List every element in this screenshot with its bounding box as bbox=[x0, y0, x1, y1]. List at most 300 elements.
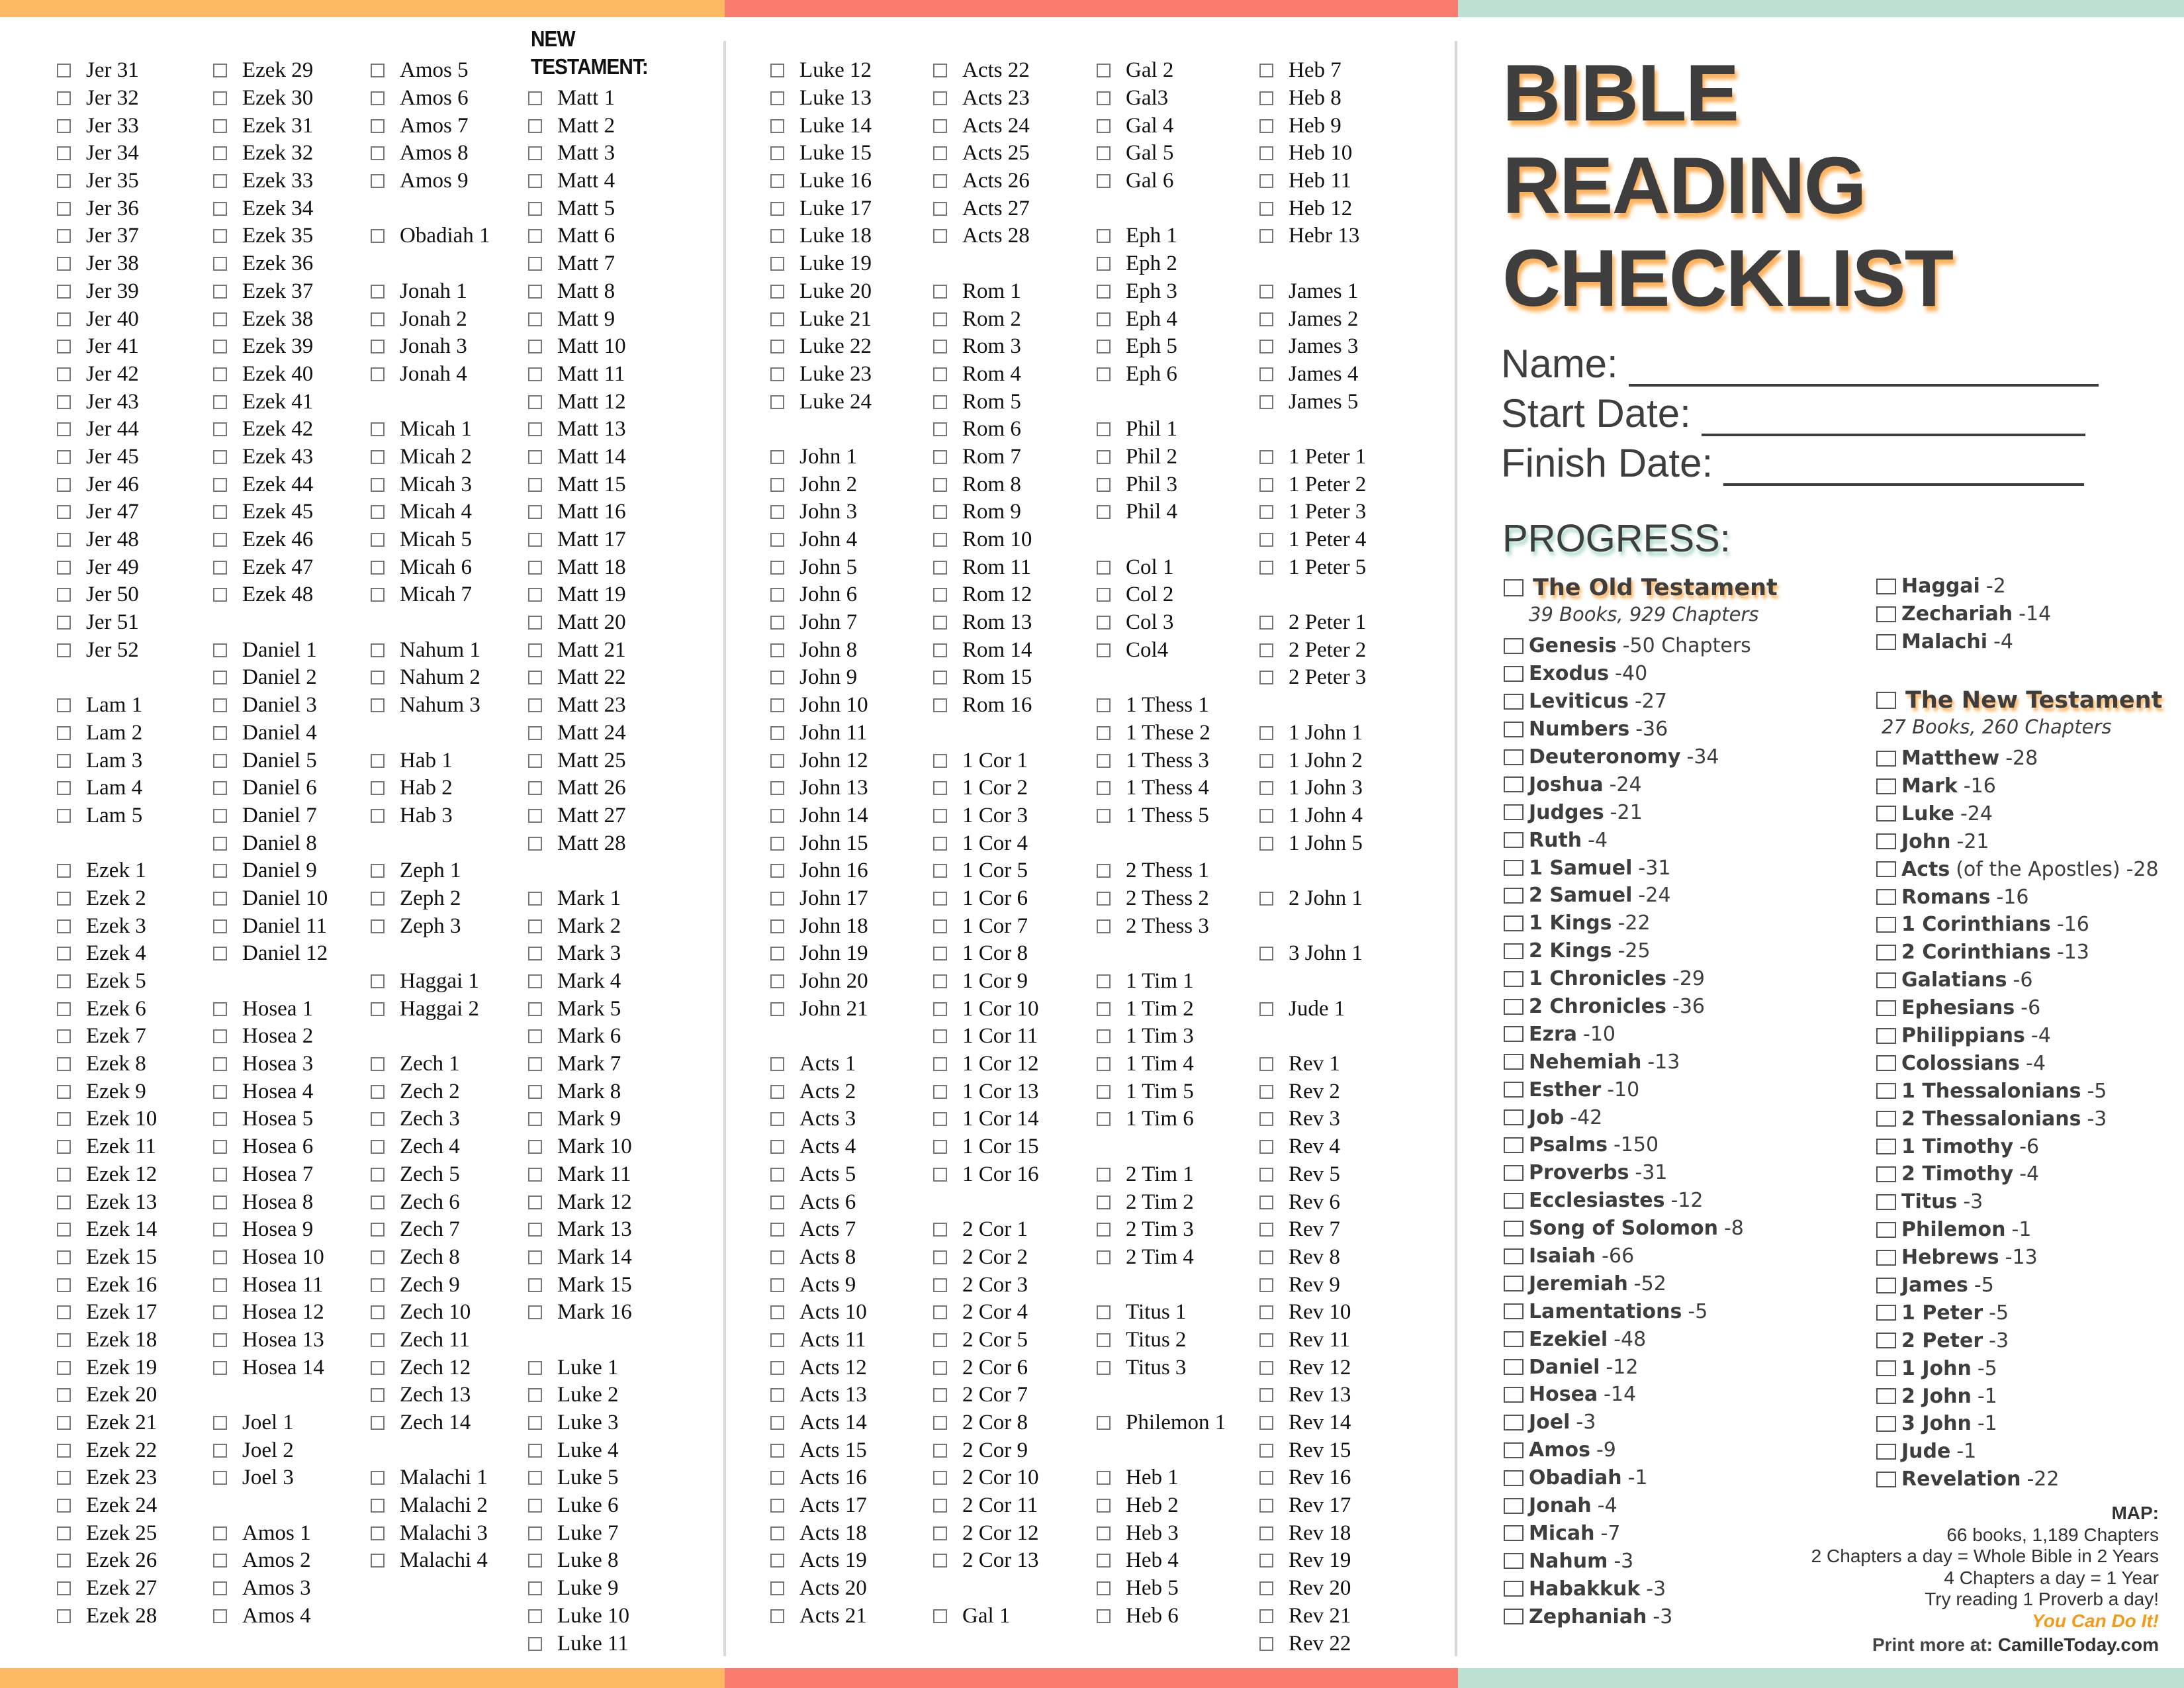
checkbox[interactable] bbox=[1259, 781, 1273, 795]
checkbox[interactable] bbox=[1259, 1581, 1273, 1595]
chapter-item[interactable] bbox=[57, 498, 216, 526]
checkbox[interactable] bbox=[1876, 1166, 1896, 1182]
chapter-item[interactable] bbox=[933, 692, 1092, 720]
checkbox[interactable] bbox=[1259, 229, 1273, 243]
chapter-item[interactable] bbox=[933, 1547, 1092, 1575]
checkbox[interactable] bbox=[1259, 1250, 1273, 1264]
checkbox[interactable] bbox=[57, 947, 71, 961]
checkbox[interactable] bbox=[1259, 533, 1273, 547]
chapter-item[interactable] bbox=[770, 195, 929, 222]
checkbox[interactable] bbox=[371, 1278, 385, 1292]
checkbox[interactable] bbox=[1097, 1554, 1111, 1568]
checkbox[interactable] bbox=[528, 588, 542, 602]
checkbox[interactable] bbox=[213, 892, 227, 906]
chapter-item[interactable] bbox=[770, 112, 929, 140]
checkbox[interactable] bbox=[1504, 1387, 1524, 1403]
chapter-item[interactable] bbox=[933, 278, 1092, 306]
checkbox[interactable] bbox=[1504, 638, 1524, 654]
chapter-item[interactable] bbox=[770, 498, 929, 526]
chapter-item[interactable] bbox=[213, 140, 372, 167]
chapter-item[interactable] bbox=[213, 1299, 372, 1327]
checkbox[interactable] bbox=[213, 1196, 227, 1209]
chapter-item[interactable] bbox=[213, 774, 372, 802]
checkbox[interactable] bbox=[1259, 312, 1273, 326]
checkbox[interactable] bbox=[933, 146, 947, 160]
checkbox[interactable] bbox=[528, 809, 542, 823]
chapter-item[interactable] bbox=[371, 1051, 529, 1078]
chapter-item[interactable] bbox=[933, 1299, 1092, 1327]
chapter-item[interactable] bbox=[371, 1354, 529, 1382]
chapter-item[interactable] bbox=[57, 57, 216, 85]
chapter-item[interactable] bbox=[528, 361, 687, 389]
checkbox[interactable] bbox=[213, 588, 227, 602]
checkbox[interactable] bbox=[1876, 1139, 1896, 1154]
checkbox[interactable] bbox=[528, 285, 542, 299]
checkbox[interactable] bbox=[770, 1002, 784, 1016]
chapter-item[interactable] bbox=[371, 747, 529, 774]
checkbox[interactable] bbox=[57, 146, 71, 160]
checkbox[interactable] bbox=[57, 202, 71, 216]
chapter-item[interactable] bbox=[933, 333, 1092, 361]
chapter-item[interactable] bbox=[770, 1575, 929, 1603]
checkbox[interactable] bbox=[57, 1361, 71, 1375]
checkbox[interactable] bbox=[1259, 450, 1273, 464]
checkbox[interactable] bbox=[770, 643, 784, 657]
chapter-item[interactable] bbox=[213, 1519, 372, 1547]
checkbox[interactable] bbox=[933, 1416, 947, 1430]
chapter-item[interactable] bbox=[1259, 1299, 1418, 1327]
checkbox[interactable] bbox=[1097, 1250, 1111, 1264]
checkbox[interactable] bbox=[1097, 1305, 1111, 1319]
chapter-item[interactable] bbox=[933, 553, 1092, 581]
chapter-item[interactable] bbox=[933, 1603, 1092, 1630]
checkbox[interactable] bbox=[770, 1554, 784, 1568]
checkbox[interactable] bbox=[1259, 1388, 1273, 1402]
checkbox[interactable] bbox=[1259, 395, 1273, 409]
chapter-item[interactable] bbox=[1097, 912, 1255, 940]
checkbox[interactable] bbox=[1097, 781, 1111, 795]
book-item[interactable] bbox=[1504, 1243, 1778, 1270]
chapter-item[interactable] bbox=[57, 1519, 216, 1547]
checkbox[interactable] bbox=[371, 1526, 385, 1540]
checkbox[interactable] bbox=[770, 1581, 784, 1595]
chapter-item[interactable] bbox=[1259, 995, 1418, 1023]
chapter-item[interactable] bbox=[933, 1492, 1092, 1520]
chapter-item[interactable] bbox=[770, 664, 929, 692]
checkbox[interactable] bbox=[933, 119, 947, 133]
chapter-item[interactable] bbox=[213, 692, 372, 720]
book-item[interactable] bbox=[1876, 1188, 2162, 1216]
book-item[interactable] bbox=[1504, 1103, 1778, 1131]
chapter-item[interactable] bbox=[371, 222, 529, 250]
checkbox[interactable] bbox=[57, 864, 71, 878]
chapter-item[interactable] bbox=[933, 802, 1092, 830]
chapter-item[interactable] bbox=[528, 1188, 687, 1216]
chapter-item[interactable] bbox=[770, 802, 929, 830]
chapter-item[interactable] bbox=[213, 1133, 372, 1161]
chapter-item[interactable] bbox=[1259, 195, 1418, 222]
book-item[interactable] bbox=[1876, 827, 2162, 855]
chapter-item[interactable] bbox=[1259, 112, 1418, 140]
chapter-item[interactable] bbox=[1097, 278, 1255, 306]
chapter-item[interactable] bbox=[933, 1078, 1092, 1105]
checkbox[interactable] bbox=[1504, 1415, 1524, 1430]
checkbox[interactable] bbox=[371, 671, 385, 684]
checkbox[interactable] bbox=[57, 64, 71, 77]
chapter-item[interactable] bbox=[933, 1271, 1092, 1299]
checkbox[interactable] bbox=[1097, 1057, 1111, 1071]
checkbox[interactable] bbox=[57, 698, 71, 712]
chapter-item[interactable] bbox=[1259, 444, 1418, 471]
chapter-item[interactable] bbox=[1259, 664, 1418, 692]
checkbox[interactable] bbox=[57, 1554, 71, 1568]
checkbox[interactable] bbox=[371, 1416, 385, 1430]
chapter-item[interactable] bbox=[371, 968, 529, 996]
chapter-item[interactable] bbox=[57, 333, 216, 361]
chapter-item[interactable] bbox=[1259, 829, 1418, 857]
checkbox[interactable] bbox=[770, 919, 784, 933]
checkbox[interactable] bbox=[57, 1140, 71, 1154]
checkbox[interactable] bbox=[1504, 1581, 1524, 1597]
chapter-item[interactable] bbox=[933, 471, 1092, 498]
chapter-item[interactable] bbox=[371, 112, 529, 140]
checkbox[interactable] bbox=[770, 257, 784, 271]
book-item[interactable] bbox=[1504, 1297, 1778, 1325]
book-item[interactable] bbox=[1504, 1603, 1778, 1630]
chapter-item[interactable] bbox=[528, 278, 687, 306]
checkbox[interactable] bbox=[1097, 367, 1111, 381]
chapter-item[interactable] bbox=[528, 1603, 687, 1630]
chapter-item[interactable] bbox=[528, 1051, 687, 1078]
chapter-item[interactable] bbox=[770, 222, 929, 250]
chapter-item[interactable] bbox=[770, 167, 929, 195]
chapter-item[interactable] bbox=[770, 278, 929, 306]
chapter-item[interactable] bbox=[57, 195, 216, 222]
chapter-item[interactable] bbox=[371, 1216, 529, 1244]
checkbox[interactable] bbox=[1504, 804, 1524, 820]
chapter-item[interactable] bbox=[528, 1161, 687, 1189]
chapter-item[interactable] bbox=[1259, 885, 1418, 913]
chapter-item[interactable] bbox=[57, 278, 216, 306]
chapter-item[interactable] bbox=[1097, 444, 1255, 471]
checkbox[interactable] bbox=[213, 229, 227, 243]
checkbox[interactable] bbox=[1259, 1444, 1273, 1458]
chapter-item[interactable] bbox=[770, 885, 929, 913]
chapter-item[interactable] bbox=[213, 1105, 372, 1133]
checkbox[interactable] bbox=[371, 1333, 385, 1347]
checkbox[interactable] bbox=[1504, 722, 1524, 737]
book-item[interactable] bbox=[1876, 1244, 2162, 1272]
checkbox[interactable] bbox=[933, 64, 947, 77]
chapter-item[interactable] bbox=[770, 1492, 929, 1520]
chapter-item[interactable] bbox=[213, 857, 372, 885]
chapter-item[interactable] bbox=[371, 1409, 529, 1437]
chapter-item[interactable] bbox=[1259, 1078, 1418, 1105]
chapter-item[interactable] bbox=[770, 250, 929, 278]
chapter-item[interactable] bbox=[770, 553, 929, 581]
chapter-item[interactable] bbox=[57, 581, 216, 609]
checkbox[interactable] bbox=[1504, 999, 1524, 1015]
checkbox[interactable] bbox=[371, 229, 385, 243]
chapter-item[interactable] bbox=[371, 333, 529, 361]
checkbox[interactable] bbox=[770, 892, 784, 906]
chapter-item[interactable] bbox=[1259, 1105, 1418, 1133]
checkbox[interactable] bbox=[1504, 1248, 1524, 1264]
chapter-item[interactable] bbox=[1097, 747, 1255, 774]
checkbox[interactable] bbox=[57, 919, 71, 933]
chapter-item[interactable] bbox=[213, 278, 372, 306]
chapter-item[interactable] bbox=[213, 829, 372, 857]
checkbox[interactable] bbox=[1097, 1416, 1111, 1430]
book-item[interactable] bbox=[1504, 743, 1778, 771]
chapter-item[interactable] bbox=[528, 1105, 687, 1133]
chapter-item[interactable] bbox=[57, 1299, 216, 1327]
book-item[interactable] bbox=[1504, 882, 1778, 910]
chapter-item[interactable] bbox=[770, 305, 929, 333]
checkbox[interactable] bbox=[770, 1057, 784, 1071]
book-item[interactable] bbox=[1876, 800, 2162, 827]
checkbox[interactable] bbox=[1259, 1223, 1273, 1237]
book-item[interactable] bbox=[1504, 1131, 1778, 1159]
chapter-item[interactable] bbox=[57, 609, 216, 637]
checkbox[interactable] bbox=[57, 91, 71, 105]
checkbox[interactable] bbox=[770, 533, 784, 547]
checkbox[interactable] bbox=[213, 1140, 227, 1154]
checkbox[interactable] bbox=[1876, 1055, 1896, 1071]
chapter-item[interactable] bbox=[213, 1436, 372, 1464]
chapter-item[interactable] bbox=[770, 1603, 929, 1630]
chapter-item[interactable] bbox=[770, 1051, 929, 1078]
checkbox[interactable] bbox=[1259, 1471, 1273, 1485]
checkbox[interactable] bbox=[1876, 1472, 1896, 1487]
checkbox[interactable] bbox=[770, 671, 784, 684]
chapter-item[interactable] bbox=[933, 664, 1092, 692]
chapter-item[interactable] bbox=[57, 85, 216, 113]
checkbox[interactable] bbox=[933, 1444, 947, 1458]
chapter-item[interactable] bbox=[1259, 1327, 1418, 1354]
checkbox[interactable] bbox=[933, 1029, 947, 1043]
checkbox[interactable] bbox=[1259, 671, 1273, 684]
chapter-item[interactable] bbox=[528, 305, 687, 333]
checkbox[interactable] bbox=[1504, 1109, 1524, 1125]
chapter-item[interactable] bbox=[528, 222, 687, 250]
checkbox[interactable] bbox=[770, 616, 784, 630]
checkbox[interactable] bbox=[371, 1196, 385, 1209]
checkbox[interactable] bbox=[528, 1223, 542, 1237]
chapter-item[interactable] bbox=[528, 885, 687, 913]
checkbox[interactable] bbox=[528, 837, 542, 851]
chapter-item[interactable] bbox=[1259, 1382, 1418, 1409]
chapter-item[interactable] bbox=[57, 1078, 216, 1105]
checkbox[interactable] bbox=[528, 1112, 542, 1126]
checkbox[interactable] bbox=[770, 340, 784, 353]
chapter-item[interactable] bbox=[528, 774, 687, 802]
checkbox[interactable] bbox=[770, 588, 784, 602]
checkbox[interactable] bbox=[528, 1388, 542, 1402]
chapter-item[interactable] bbox=[57, 1492, 216, 1520]
book-item[interactable] bbox=[1876, 1438, 2162, 1466]
chapter-item[interactable] bbox=[1097, 1299, 1255, 1327]
chapter-item[interactable] bbox=[213, 305, 372, 333]
checkbox[interactable] bbox=[770, 1499, 784, 1513]
checkbox[interactable] bbox=[1097, 1333, 1111, 1347]
checkbox[interactable] bbox=[1259, 1305, 1273, 1319]
checkbox[interactable] bbox=[933, 1305, 947, 1319]
checkbox[interactable] bbox=[57, 367, 71, 381]
chapter-item[interactable] bbox=[528, 1409, 687, 1437]
chapter-item[interactable] bbox=[57, 361, 216, 389]
checkbox[interactable] bbox=[933, 533, 947, 547]
checkbox[interactable] bbox=[1097, 726, 1111, 740]
checkbox[interactable] bbox=[371, 505, 385, 519]
chapter-item[interactable] bbox=[933, 1409, 1092, 1437]
chapter-item[interactable] bbox=[933, 1382, 1092, 1409]
checkbox[interactable] bbox=[1876, 1250, 1896, 1266]
checkbox[interactable] bbox=[371, 919, 385, 933]
chapter-item[interactable] bbox=[213, 361, 372, 389]
book-item[interactable] bbox=[1876, 994, 2162, 1022]
checkbox[interactable] bbox=[57, 1581, 71, 1595]
start-date-input-line[interactable] bbox=[1702, 402, 2085, 436]
checkbox[interactable] bbox=[1504, 1331, 1524, 1347]
checkbox[interactable] bbox=[1259, 947, 1273, 961]
chapter-item[interactable] bbox=[770, 636, 929, 664]
chapter-item[interactable] bbox=[770, 1327, 929, 1354]
checkbox[interactable] bbox=[933, 561, 947, 575]
checkbox[interactable] bbox=[371, 754, 385, 768]
chapter-item[interactable] bbox=[1097, 968, 1255, 996]
checkbox[interactable] bbox=[528, 1609, 542, 1623]
chapter-item[interactable] bbox=[1259, 140, 1418, 167]
checkbox[interactable] bbox=[371, 119, 385, 133]
checkbox[interactable] bbox=[213, 1168, 227, 1182]
checkbox[interactable] bbox=[1504, 1165, 1524, 1181]
chapter-item[interactable] bbox=[1097, 250, 1255, 278]
checkbox[interactable] bbox=[1259, 1140, 1273, 1154]
checkbox[interactable] bbox=[528, 561, 542, 575]
chapter-item[interactable] bbox=[57, 1382, 216, 1409]
checkbox[interactable] bbox=[1259, 809, 1273, 823]
checkbox[interactable] bbox=[213, 781, 227, 795]
checkbox[interactable] bbox=[1259, 561, 1273, 575]
checkbox[interactable] bbox=[213, 146, 227, 160]
chapter-item[interactable] bbox=[528, 1382, 687, 1409]
checkbox[interactable] bbox=[1259, 1168, 1273, 1182]
chapter-item[interactable] bbox=[770, 857, 929, 885]
chapter-item[interactable] bbox=[770, 968, 929, 996]
checkbox[interactable] bbox=[1504, 1525, 1524, 1541]
checkbox[interactable] bbox=[933, 1554, 947, 1568]
checkbox[interactable] bbox=[371, 64, 385, 77]
chapter-item[interactable] bbox=[371, 692, 529, 720]
chapter-item[interactable] bbox=[933, 222, 1092, 250]
checkbox[interactable] bbox=[1097, 1029, 1111, 1043]
checkbox[interactable] bbox=[1259, 1554, 1273, 1568]
chapter-item[interactable] bbox=[528, 553, 687, 581]
chapter-item[interactable] bbox=[57, 416, 216, 444]
chapter-item[interactable] bbox=[57, 1023, 216, 1051]
checkbox[interactable] bbox=[1097, 919, 1111, 933]
chapter-item[interactable] bbox=[770, 747, 929, 774]
checkbox[interactable] bbox=[213, 671, 227, 684]
checkbox[interactable] bbox=[528, 478, 542, 492]
checkbox[interactable] bbox=[57, 505, 71, 519]
checkbox[interactable] bbox=[1097, 1499, 1111, 1513]
chapter-item[interactable] bbox=[1097, 1051, 1255, 1078]
chapter-item[interactable] bbox=[933, 968, 1092, 996]
checkbox[interactable] bbox=[371, 1002, 385, 1016]
checkbox[interactable] bbox=[528, 533, 542, 547]
checkbox[interactable] bbox=[933, 1168, 947, 1182]
chapter-item[interactable] bbox=[1259, 526, 1418, 554]
checkbox[interactable] bbox=[770, 726, 784, 740]
chapter-item[interactable] bbox=[1097, 885, 1255, 913]
checkbox[interactable] bbox=[1097, 1361, 1111, 1375]
chapter-item[interactable] bbox=[213, 416, 372, 444]
checkbox[interactable] bbox=[528, 919, 542, 933]
chapter-item[interactable] bbox=[1097, 57, 1255, 85]
checkbox[interactable] bbox=[770, 1471, 784, 1485]
checkbox[interactable] bbox=[933, 1526, 947, 1540]
chapter-item[interactable] bbox=[213, 498, 372, 526]
checkbox[interactable] bbox=[57, 561, 71, 575]
checkbox[interactable] bbox=[1259, 1085, 1273, 1099]
checkbox[interactable] bbox=[933, 312, 947, 326]
checkbox[interactable] bbox=[933, 478, 947, 492]
checkbox[interactable] bbox=[528, 1168, 542, 1182]
chapter-item[interactable] bbox=[933, 995, 1092, 1023]
checkbox[interactable] bbox=[1259, 64, 1273, 77]
checkbox[interactable] bbox=[213, 754, 227, 768]
chapter-item[interactable] bbox=[528, 1436, 687, 1464]
chapter-item[interactable] bbox=[770, 85, 929, 113]
chapter-item[interactable] bbox=[57, 222, 216, 250]
checkbox[interactable] bbox=[770, 1444, 784, 1458]
checkbox[interactable] bbox=[1876, 1111, 1896, 1127]
checkbox[interactable] bbox=[1876, 606, 1896, 622]
checkbox[interactable] bbox=[57, 229, 71, 243]
chapter-item[interactable] bbox=[770, 829, 929, 857]
chapter-item[interactable] bbox=[770, 471, 929, 498]
book-item[interactable] bbox=[1504, 1215, 1778, 1243]
checkbox[interactable] bbox=[770, 561, 784, 575]
chapter-item[interactable] bbox=[933, 1244, 1092, 1272]
checkbox[interactable] bbox=[371, 974, 385, 988]
chapter-item[interactable] bbox=[770, 361, 929, 389]
checkbox[interactable] bbox=[371, 864, 385, 878]
chapter-item[interactable] bbox=[57, 388, 216, 416]
checkbox[interactable] bbox=[933, 809, 947, 823]
chapter-item[interactable] bbox=[528, 1464, 687, 1492]
checkbox[interactable] bbox=[213, 395, 227, 409]
chapter-item[interactable] bbox=[933, 57, 1092, 85]
checkbox[interactable] bbox=[528, 1637, 542, 1651]
chapter-item[interactable] bbox=[1097, 305, 1255, 333]
chapter-item[interactable] bbox=[1259, 1133, 1418, 1161]
chapter-item[interactable] bbox=[770, 1161, 929, 1189]
checkbox[interactable] bbox=[57, 1609, 71, 1623]
book-item[interactable] bbox=[1504, 1020, 1778, 1048]
checkbox[interactable] bbox=[1097, 1168, 1111, 1182]
chapter-item[interactable] bbox=[1097, 1547, 1255, 1575]
checkbox[interactable] bbox=[1876, 1083, 1896, 1099]
chapter-item[interactable] bbox=[1097, 1161, 1255, 1189]
checkbox[interactable] bbox=[213, 202, 227, 216]
checkbox[interactable] bbox=[1876, 1305, 1896, 1321]
checkbox[interactable] bbox=[933, 837, 947, 851]
checkbox[interactable] bbox=[371, 892, 385, 906]
chapter-item[interactable] bbox=[933, 195, 1092, 222]
